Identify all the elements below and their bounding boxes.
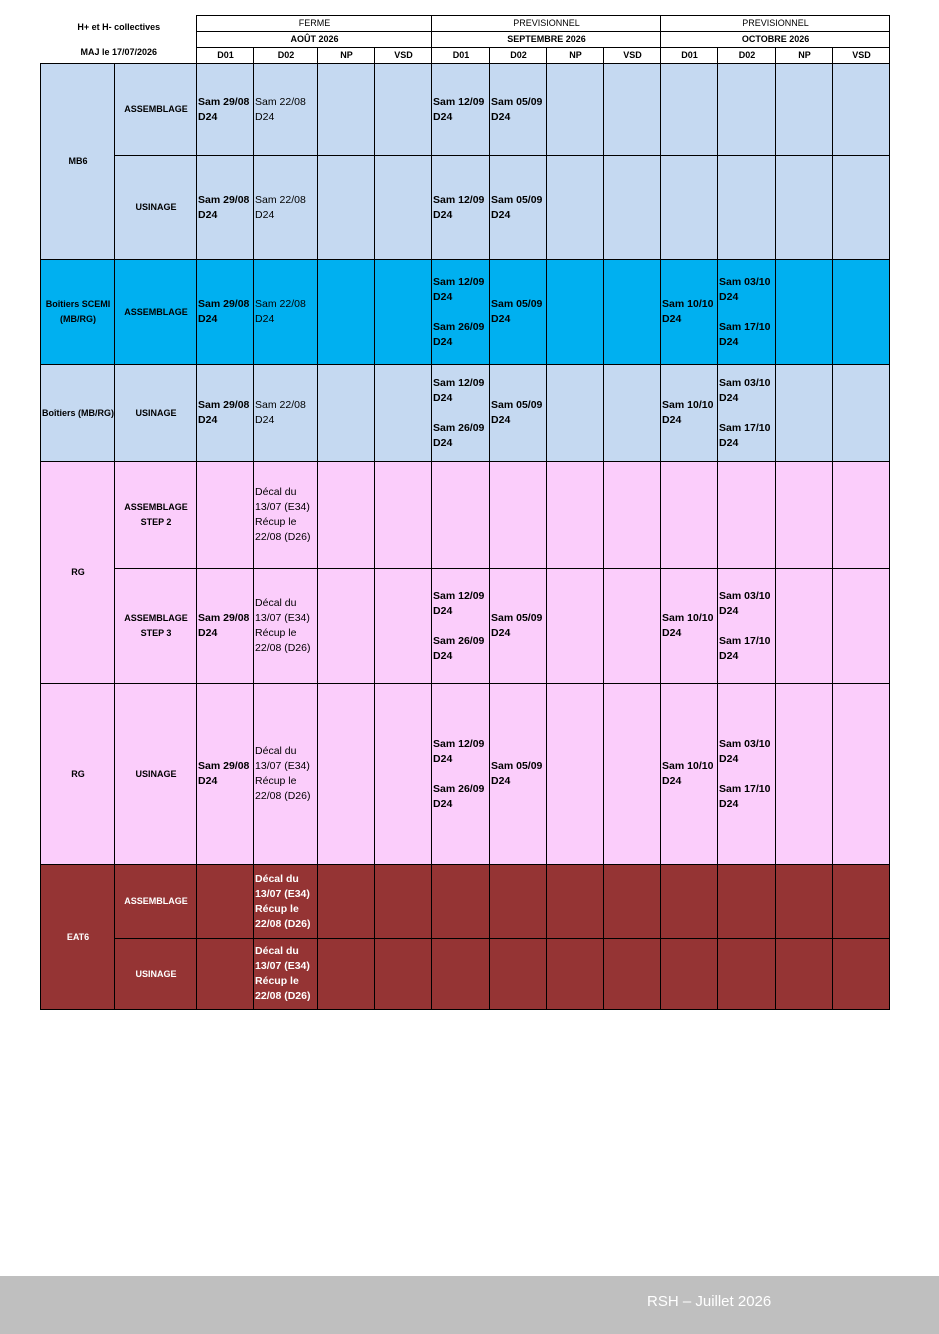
schedule-cell (490, 865, 547, 939)
process-label: ASSEMBLAGE (115, 260, 197, 365)
cell-line: D24 (719, 797, 739, 810)
cell-line: Sam 17/10 (719, 421, 771, 434)
schedule-cell (490, 156, 547, 260)
cell-line: Sam 29/08 (198, 760, 250, 772)
update-date: MAJ le 17/07/2026 (80, 47, 158, 58)
cell-line: 22/08 (D26) (255, 790, 311, 802)
schedule-cell (776, 865, 833, 939)
schedule-cell (661, 684, 718, 865)
schedule-cell (661, 939, 718, 1010)
schedule-row (41, 462, 890, 569)
column-header: D01 (661, 48, 718, 64)
cell-line: Sam 12/09 (433, 275, 485, 288)
cell-line: Sam 03/10 (719, 589, 771, 602)
cell-line (433, 305, 489, 320)
schedule-cell (318, 64, 375, 156)
schedule-cell (254, 462, 318, 569)
schedule-cell (604, 156, 661, 260)
cell-line: Récup le (255, 902, 299, 915)
column-header: VSD (833, 48, 890, 64)
schedule-cell (833, 365, 890, 462)
group-month-oct: OCTOBRE 2026 (661, 32, 890, 48)
process-label: ASSEMBLAGE STEP 2 (115, 462, 197, 569)
schedule-cell (776, 260, 833, 365)
cell-line: Sam 12/09 (433, 376, 485, 389)
cell-line: 22/08 (D26) (255, 990, 311, 1002)
schedule-row (41, 865, 890, 939)
cell-line: Décal du (255, 745, 297, 757)
line-label: RG (41, 462, 115, 684)
cell-line: D24 (719, 391, 739, 404)
schedule-cell (833, 64, 890, 156)
cell-line: Sam 26/09 (433, 320, 485, 333)
cell-line: Sam 22/08 (255, 399, 306, 411)
schedule-cell (661, 569, 718, 684)
cell-line: Sam 29/08 (198, 193, 250, 206)
cell-line: Sam 17/10 (719, 634, 771, 647)
cell-line: D24 (433, 290, 453, 303)
schedule-cell (776, 939, 833, 1010)
schedule-cell (375, 569, 432, 684)
cell-line: D24 (198, 208, 218, 221)
schedule-cell (318, 260, 375, 365)
schedule-row (41, 939, 890, 1010)
schedule-cell (718, 865, 776, 939)
schedule-cell (375, 365, 432, 462)
schedule-cell (718, 64, 776, 156)
schedule-cell (547, 260, 604, 365)
schedule-cell (490, 64, 547, 156)
column-header: D02 (718, 48, 776, 64)
cell-line: Sam 05/09 (491, 193, 543, 206)
schedule-cell (432, 569, 490, 684)
cell-line: Sam 22/08 (255, 95, 306, 108)
schedule-cell (490, 939, 547, 1010)
schedule-cell (718, 939, 776, 1010)
column-header: VSD (375, 48, 432, 64)
schedule-cell (833, 260, 890, 365)
schedule-cell (490, 684, 547, 865)
cell-line (719, 767, 775, 782)
schedule-cell (776, 156, 833, 260)
cell-line: Sam 10/10 (662, 399, 714, 411)
cell-line: D24 (719, 436, 739, 449)
cell-line: D24 (433, 752, 453, 765)
schedule-row (41, 569, 890, 684)
schedule-cell (604, 462, 661, 569)
cell-line: D24 (255, 110, 275, 123)
cell-line: Sam 12/09 (433, 95, 485, 108)
schedule-cell (718, 462, 776, 569)
schedule-cell (318, 365, 375, 462)
cell-line: Sam 22/08 (255, 193, 306, 206)
schedule-cell (318, 462, 375, 569)
footer-text: RSH – Juillet 2026 (647, 1293, 772, 1310)
column-header: VSD (604, 48, 661, 64)
schedule-cell (776, 462, 833, 569)
header-status-row (41, 16, 890, 32)
schedule-cell (718, 156, 776, 260)
schedule-body (41, 64, 890, 1010)
schedule-row (41, 365, 890, 462)
schedule-cell (197, 462, 254, 569)
cell-line: Sam 22/08 (255, 298, 306, 310)
schedule-cell (490, 462, 547, 569)
schedule-table (40, 15, 890, 1010)
line-label: Boîtiers SCEMI (MB/RG) (41, 260, 115, 365)
schedule-cell (197, 156, 254, 260)
schedule-cell (833, 569, 890, 684)
column-header: D02 (254, 48, 318, 64)
cell-line: D24 (255, 313, 275, 325)
cell-line (719, 305, 775, 320)
schedule-cell (432, 462, 490, 569)
cell-line: D24 (433, 335, 453, 348)
schedule-cell (547, 865, 604, 939)
schedule-cell (547, 684, 604, 865)
cell-line (719, 619, 775, 634)
cell-line: 13/07 (E34) (255, 887, 310, 900)
cell-line: Sam 12/09 (433, 589, 485, 602)
schedule-cell (776, 684, 833, 865)
cell-line: Sam 29/08 (198, 399, 250, 411)
schedule-cell (661, 865, 718, 939)
schedule-cell (718, 260, 776, 365)
schedule-cell (604, 865, 661, 939)
schedule-cell (318, 684, 375, 865)
cell-line: Décal du (255, 945, 299, 957)
process-label: USINAGE (115, 684, 197, 865)
schedule-cell (254, 865, 318, 939)
schedule-cell (432, 939, 490, 1010)
schedule-cell (604, 939, 661, 1010)
schedule-cell (318, 865, 375, 939)
cell-line: Sam 12/09 (433, 737, 485, 750)
cell-line: Sam 17/10 (719, 782, 771, 795)
schedule-cell (718, 569, 776, 684)
line-label: Boîtiers (MB/RG) (41, 365, 115, 462)
group-month-aug: AOÛT 2026 (197, 32, 432, 48)
cell-line: Récup le (255, 975, 299, 987)
cell-line: D24 (433, 208, 453, 221)
cell-line: D24 (433, 436, 453, 449)
process-label: USINAGE (115, 939, 197, 1010)
group-status-sep: PREVISIONNEL (432, 16, 661, 32)
cell-line: Sam 29/08 (198, 612, 250, 624)
cell-line: Récup le (255, 627, 297, 639)
schedule-cell (490, 365, 547, 462)
schedule-cell (490, 569, 547, 684)
cell-line: Sam 05/09 (491, 298, 543, 310)
cell-line (433, 767, 489, 782)
schedule-cell (661, 64, 718, 156)
cell-line: D24 (491, 110, 511, 123)
header-corner (41, 16, 197, 64)
cell-line: D24 (662, 414, 682, 426)
schedule-cell (432, 156, 490, 260)
cell-line: D24 (491, 414, 511, 426)
schedule-cell (254, 939, 318, 1010)
schedule-row (41, 684, 890, 865)
process-label: ASSEMBLAGE (115, 64, 197, 156)
table-title: H+ et H- collectives (77, 22, 161, 33)
line-label: RG (41, 684, 115, 865)
schedule-cell (432, 64, 490, 156)
schedule-cell (375, 865, 432, 939)
schedule-row (41, 64, 890, 156)
cell-line (433, 619, 489, 634)
cell-line: Sam 03/10 (719, 275, 771, 288)
cell-line: 13/07 (E34) (255, 501, 310, 513)
cell-line: Décal du (255, 597, 297, 609)
cell-line: Sam 05/09 (491, 95, 543, 108)
schedule-cell (604, 365, 661, 462)
cell-line: Sam 17/10 (719, 320, 771, 333)
cell-line: Sam 26/09 (433, 421, 485, 434)
cell-line: 22/08 (D26) (255, 531, 311, 543)
schedule-cell (604, 64, 661, 156)
schedule-cell (661, 365, 718, 462)
schedule-cell (197, 569, 254, 684)
process-label: USINAGE (115, 365, 197, 462)
schedule-cell (604, 684, 661, 865)
schedule-cell (833, 939, 890, 1010)
cell-line: Décal du (255, 486, 297, 498)
schedule-row (41, 260, 890, 365)
schedule-cell (375, 939, 432, 1010)
schedule-cell (254, 156, 318, 260)
schedule-cell (254, 260, 318, 365)
schedule-cell (490, 260, 547, 365)
schedule-cell (432, 865, 490, 939)
cell-line (719, 406, 775, 421)
schedule-cell (375, 260, 432, 365)
schedule-cell (604, 569, 661, 684)
schedule-cell (318, 939, 375, 1010)
cell-line: 13/07 (E34) (255, 760, 310, 772)
schedule-cell (661, 462, 718, 569)
footer-bar (0, 1276, 939, 1334)
cell-line: D24 (198, 414, 218, 426)
process-label: USINAGE (115, 156, 197, 260)
schedule-cell (547, 462, 604, 569)
column-header: NP (547, 48, 604, 64)
cell-line: Sam 05/09 (491, 760, 543, 772)
schedule-cell (318, 569, 375, 684)
schedule-cell (197, 865, 254, 939)
schedule-cell (604, 260, 661, 365)
schedule-cell (197, 684, 254, 865)
schedule-cell (375, 462, 432, 569)
schedule-row (41, 156, 890, 260)
cell-line: D24 (719, 604, 739, 617)
cell-line: D24 (662, 313, 682, 325)
cell-line: D24 (491, 208, 511, 221)
schedule-cell (432, 260, 490, 365)
column-header: D01 (432, 48, 490, 64)
cell-line: Récup le (255, 516, 297, 528)
schedule-cell (833, 156, 890, 260)
schedule-cell (661, 260, 718, 365)
cell-line: D24 (198, 313, 218, 325)
schedule-cell (197, 64, 254, 156)
cell-line: Sam 10/10 (662, 298, 714, 310)
schedule-cell (718, 365, 776, 462)
schedule-cell (547, 569, 604, 684)
cell-line: D24 (198, 627, 218, 639)
cell-line: D24 (491, 313, 511, 325)
cell-line: Sam 05/09 (491, 399, 543, 411)
schedule-cell (432, 365, 490, 462)
cell-line: Sam 12/09 (433, 193, 485, 206)
cell-line: D24 (433, 110, 453, 123)
cell-line: Récup le (255, 775, 297, 787)
column-header: D02 (490, 48, 547, 64)
cell-line: D24 (719, 752, 739, 765)
schedule-cell (375, 156, 432, 260)
cell-line: D24 (198, 110, 218, 123)
cell-line: Sam 29/08 (198, 95, 250, 108)
cell-line: D24 (719, 649, 739, 662)
schedule-cell (197, 365, 254, 462)
cell-line: Sam 10/10 (662, 612, 714, 624)
schedule-cell (833, 462, 890, 569)
schedule-cell (254, 365, 318, 462)
schedule-cell (776, 365, 833, 462)
cell-line: Sam 05/09 (491, 612, 543, 624)
process-label: ASSEMBLAGE STEP 3 (115, 569, 197, 684)
schedule-cell (661, 156, 718, 260)
cell-line: D24 (255, 208, 275, 221)
cell-line (433, 406, 489, 421)
cell-line: D24 (198, 775, 218, 787)
schedule-cell (254, 684, 318, 865)
cell-line: Sam 26/09 (433, 782, 485, 795)
group-status-aug: FERME (197, 16, 432, 32)
schedule-cell (547, 365, 604, 462)
schedule-cell (432, 684, 490, 865)
process-label: ASSEMBLAGE (115, 865, 197, 939)
cell-line: D24 (433, 604, 453, 617)
cell-line: D24 (662, 775, 682, 787)
schedule-cell (197, 939, 254, 1010)
cell-line: 13/07 (E34) (255, 960, 310, 972)
schedule-cell (776, 64, 833, 156)
cell-line: Sam 03/10 (719, 376, 771, 389)
cell-line: Sam 10/10 (662, 760, 714, 772)
schedule-cell (375, 684, 432, 865)
schedule-cell (254, 64, 318, 156)
schedule-cell (197, 260, 254, 365)
cell-line: D24 (719, 335, 739, 348)
cell-line: D24 (719, 290, 739, 303)
schedule-cell (254, 569, 318, 684)
cell-line: 22/08 (D26) (255, 917, 311, 930)
cell-line: Sam 29/08 (198, 298, 250, 310)
cell-line: D24 (491, 627, 511, 639)
column-header: NP (318, 48, 375, 64)
schedule-cell (547, 156, 604, 260)
line-label: MB6 (41, 64, 115, 260)
cell-line: D24 (491, 775, 511, 787)
cell-line: Sam 03/10 (719, 737, 771, 750)
cell-line: 22/08 (D26) (255, 642, 311, 654)
schedule-cell (776, 569, 833, 684)
group-status-oct: PREVISIONNEL (661, 16, 890, 32)
cell-line: D24 (433, 797, 453, 810)
cell-line: D24 (255, 414, 275, 426)
cell-line: D24 (662, 627, 682, 639)
schedule-cell (718, 684, 776, 865)
schedule-cell (833, 684, 890, 865)
cell-line: Décal du (255, 872, 299, 885)
column-header: D01 (197, 48, 254, 64)
cell-line: Sam 26/09 (433, 634, 485, 647)
schedule-cell (547, 64, 604, 156)
schedule-cell (318, 156, 375, 260)
line-label: EAT6 (41, 865, 115, 1010)
cell-line: D24 (433, 391, 453, 404)
group-month-sep: SEPTEMBRE 2026 (432, 32, 661, 48)
cell-line: 13/07 (E34) (255, 612, 310, 624)
schedule-cell (547, 939, 604, 1010)
schedule-cell (833, 865, 890, 939)
column-header: NP (776, 48, 833, 64)
cell-line: D24 (433, 649, 453, 662)
schedule-cell (375, 64, 432, 156)
